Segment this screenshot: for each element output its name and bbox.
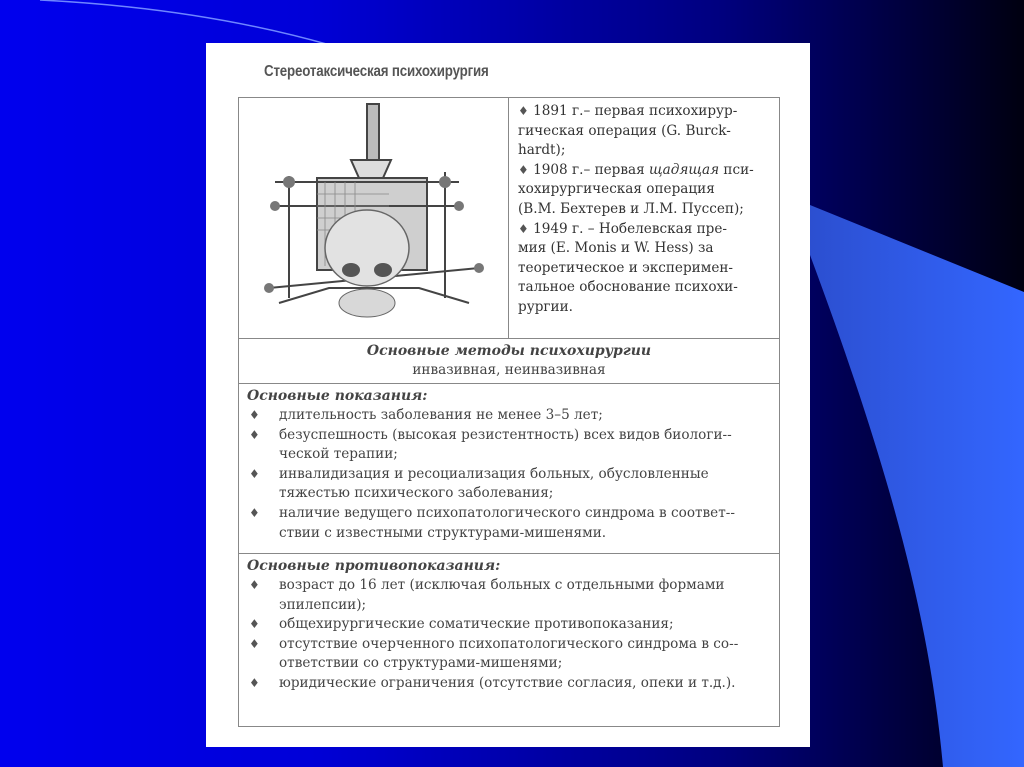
list-item: ♦ отсутствие очерченного психопатологического синдрома в со-ответствии со структурами-мишенями; bbox=[249, 635, 739, 672]
list-item: ♦ инвалидизация и ресоциализация больных, обусловленные тяжестью психического заболевания; bbox=[249, 465, 709, 502]
diamond-bullet-icon: ♦ bbox=[249, 675, 260, 690]
diamond-bullet-icon: ♦ bbox=[249, 636, 260, 651]
list-item: ♦ возраст до 16 лет (исключая больных с отдельными формами эпилепсии); bbox=[249, 577, 725, 613]
history-item-1891: ♦ 1891 г.– первая психохирур- гическая операция (G. Burck- hardt); bbox=[518, 103, 738, 159]
diamond-bullet-icon: ♦ bbox=[249, 578, 260, 592]
page-title: Стереотаксическая психохирургия bbox=[264, 63, 489, 80]
contraindications-row bbox=[239, 554, 779, 726]
diamond-bullet-icon: ♦ bbox=[249, 505, 260, 520]
list-item: ♦ безуспешность (высокая резистентность) всех видов биологи-ческой терапии; bbox=[249, 426, 732, 463]
diamond-bullet-icon: ♦ bbox=[249, 408, 260, 422]
indications-heading: Основные показания: bbox=[247, 388, 428, 404]
diamond-bullet-icon: ♦ bbox=[249, 427, 260, 442]
stereotaxic-apparatus-icon bbox=[239, 98, 505, 336]
history-item-1949: ♦ 1949 г. – Нобелевская пре- мия (E. Monis и W. Hess) за теоретическое и эксперимен- тальное обоснование психохи- рургии. bbox=[518, 220, 738, 315]
methods-heading: Основные методы психохирургии bbox=[366, 343, 652, 359]
accent-band bbox=[810, 205, 1024, 767]
top-arc-line bbox=[40, 0, 330, 45]
history-row bbox=[239, 98, 779, 339]
list-item: ♦ наличие ведущего психопатологического синдрома в соответ-ствии с известными структурами-мишенями. bbox=[249, 504, 735, 541]
apparatus-image-cell bbox=[239, 98, 509, 339]
document-page bbox=[206, 43, 810, 747]
contraindications-heading: Основные противопоказания: bbox=[247, 558, 501, 574]
indications-list bbox=[239, 406, 779, 543]
history-cell bbox=[509, 98, 779, 339]
info-table bbox=[238, 97, 780, 727]
diamond-bullet-icon: ♦ bbox=[249, 617, 260, 632]
methods-text: инвазивная, неинвазивная bbox=[412, 362, 606, 378]
list-item: ♦ длительность заболевания не менее 3–5 лет; bbox=[247, 406, 771, 426]
history-item-1908: ♦ 1908 г.– первая щадящая пси- хохирургическая операция (В.М. Бехтерев и Л.М. Пуссеп); bbox=[518, 161, 754, 217]
list-item: ♦ общехирургические соматические противопоказания; bbox=[247, 615, 771, 635]
contraindications-list bbox=[239, 576, 779, 694]
list-item: ♦ юридические ограничения (отсутствие согласия, опеки и т.д.). bbox=[247, 674, 771, 694]
diamond-bullet-icon: ♦ bbox=[518, 104, 529, 118]
diamond-bullet-icon: ♦ bbox=[249, 466, 260, 481]
methods-row bbox=[239, 339, 779, 384]
emphasis-text: щадящая bbox=[649, 161, 720, 178]
diamond-bullet-icon: ♦ bbox=[518, 162, 529, 177]
diamond-bullet-icon: ♦ bbox=[518, 221, 529, 236]
indications-row bbox=[239, 384, 779, 554]
